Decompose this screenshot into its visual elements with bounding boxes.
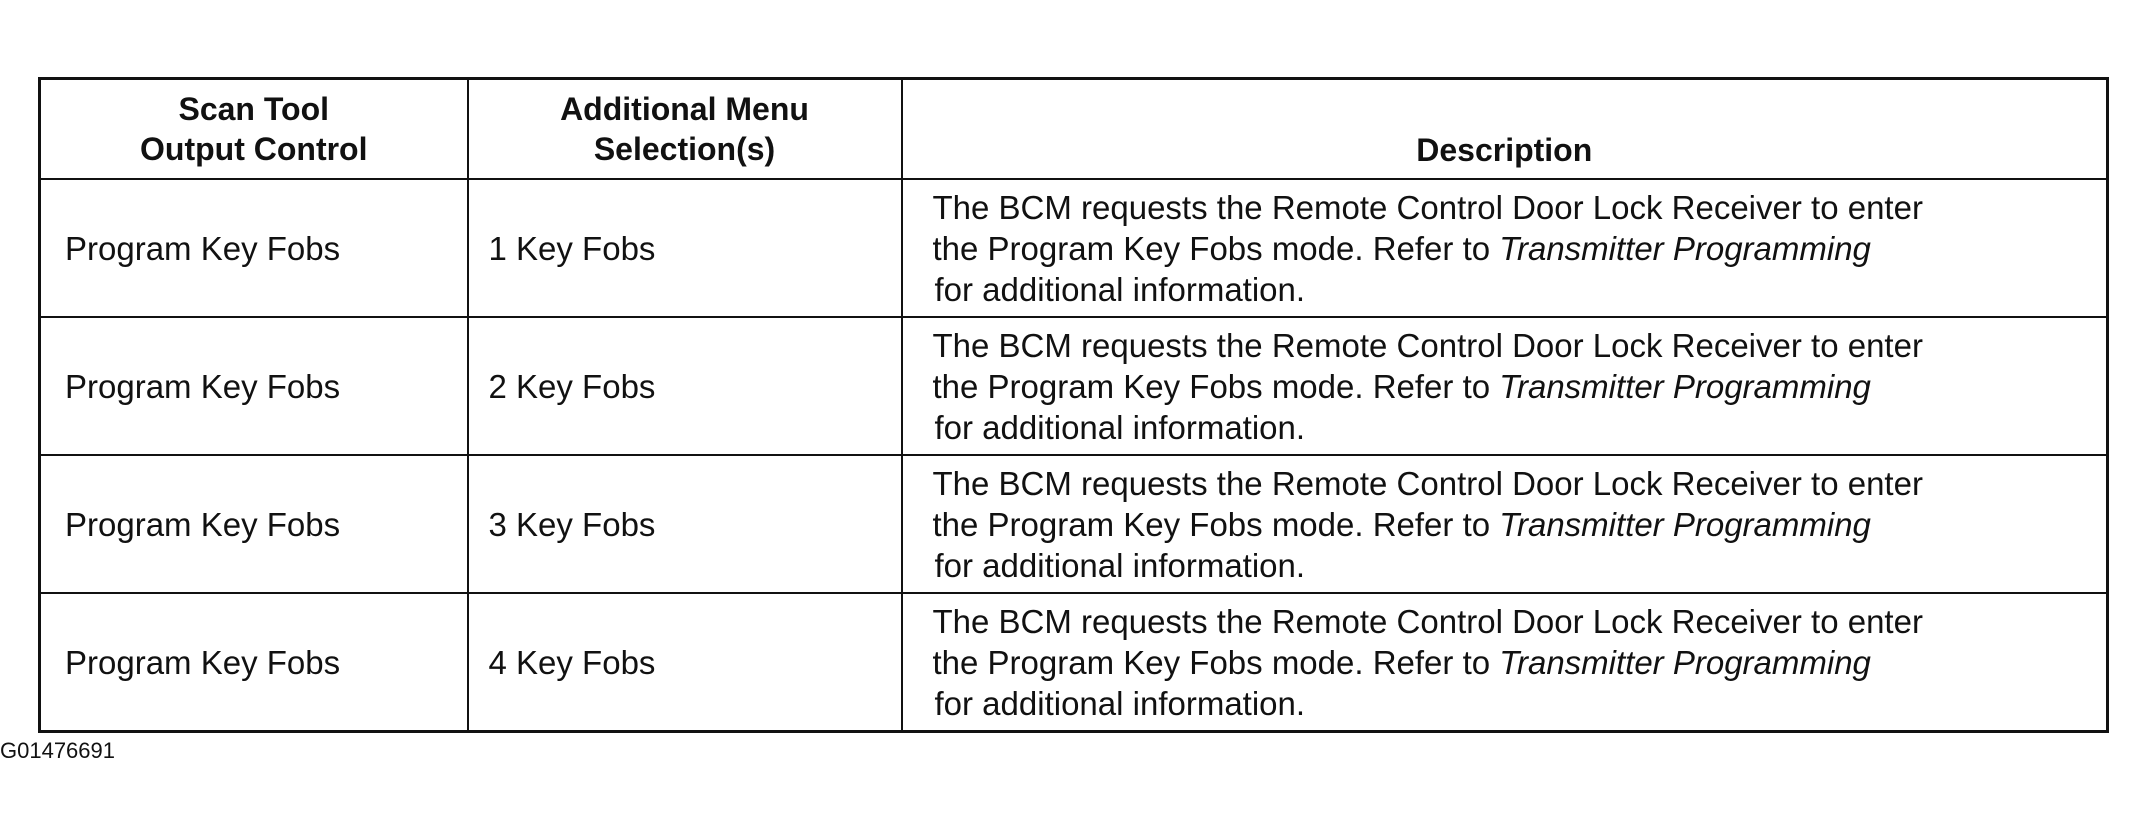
description-line: for additional information. [934,270,1306,308]
description-line: for additional information. [934,684,1306,722]
description-line [933,504,2087,545]
header-scan-tool-output-control [40,79,468,180]
table-row [40,593,2108,732]
description-text: the Program Key Fobs mode. Refer to [932,229,1500,267]
cell-description [902,179,2108,317]
cell-output-control: Program Key Fobs [40,179,468,317]
description-line: for additional information. [934,546,1306,584]
cell-menu-selection: 2 Key Fobs [468,317,902,455]
output-control-table [38,77,2109,733]
header-line: Scan Tool [178,91,330,127]
figure-id: G01476691 [0,738,115,763]
cell-output-control: Program Key Fobs [40,593,468,732]
reference-transmitter-programming: Transmitter Programming [1499,367,1871,405]
description-text: the Program Key Fobs mode. Refer to [932,367,1500,405]
cell-output-control: Program Key Fobs [40,317,468,455]
cell-menu-selection: 1 Key Fobs [468,179,902,317]
cell-description [902,455,2108,593]
cell-description [902,317,2108,455]
reference-transmitter-programming: Transmitter Programming [1499,643,1871,681]
header-line: Selection(s) [593,131,776,167]
cell-menu-selection: 4 Key Fobs [468,593,902,732]
header-line: Output Control [140,131,368,167]
table-body [40,179,2108,732]
description-line: The BCM requests the Remote Control Door Lock Receiver to enter [932,602,1923,640]
description-text: the Program Key Fobs mode. Refer to [932,505,1500,543]
description-line [933,228,2087,269]
description-line: The BCM requests the Remote Control Door Lock Receiver to enter [932,188,1923,226]
description-line: The BCM requests the Remote Control Door Lock Receiver to enter [932,464,1923,502]
cell-description [902,593,2108,732]
header-additional-menu-selections [468,79,902,180]
description-line [933,642,2087,683]
header-line: Description [1416,132,1593,168]
table-row [40,317,2108,455]
description-line [933,366,2087,407]
table-row [40,455,2108,593]
description-text: the Program Key Fobs mode. Refer to [932,643,1500,681]
table-row [40,179,2108,317]
cell-menu-selection: 3 Key Fobs [468,455,902,593]
reference-transmitter-programming: Transmitter Programming [1499,229,1871,267]
cell-output-control: Program Key Fobs [40,455,468,593]
description-line: The BCM requests the Remote Control Door Lock Receiver to enter [932,326,1923,364]
header-description [902,79,2108,180]
header-line: Additional Menu [560,91,809,127]
reference-transmitter-programming: Transmitter Programming [1499,505,1871,543]
description-line: for additional information. [934,408,1306,446]
table-header-row [40,79,2108,180]
